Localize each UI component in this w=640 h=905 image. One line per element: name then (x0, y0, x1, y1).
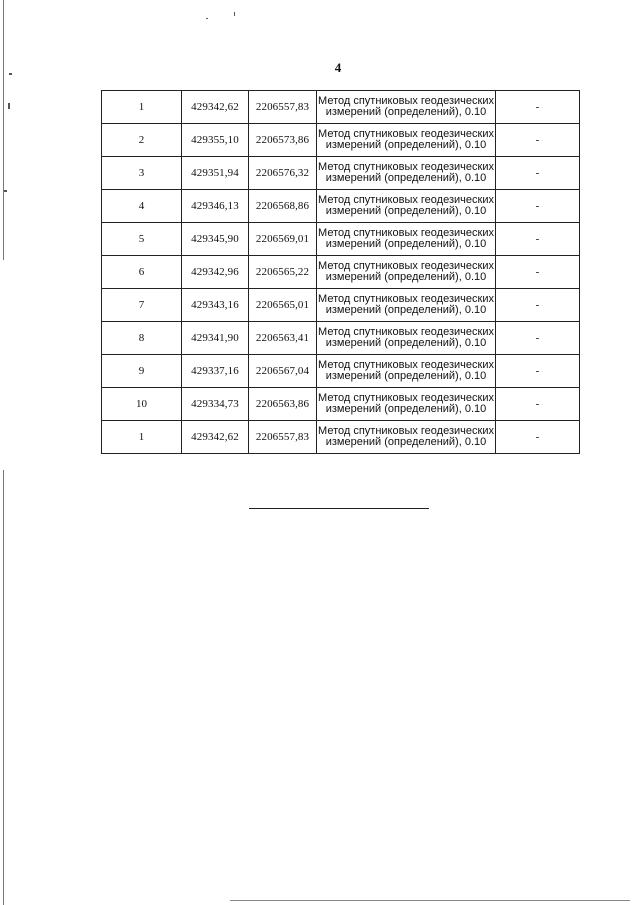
point-number-cell: 2 (102, 124, 182, 157)
scan-speck (4, 190, 7, 192)
description-cell: - (496, 289, 580, 322)
method-text-line1: Метод спутниковых геодезических (318, 392, 494, 404)
method-cell (317, 289, 496, 322)
point-number-cell: 7 (102, 289, 182, 322)
method-cell (317, 421, 496, 454)
description-cell: - (496, 223, 580, 256)
x-coordinate-cell: 429334,73 (182, 388, 249, 421)
page-number: 4 (334, 60, 342, 75)
x-coordinate-cell: 429351,94 (182, 157, 249, 190)
x-coordinate-cell: 429345,90 (182, 223, 249, 256)
point-number-cell: 8 (102, 322, 182, 355)
method-text-line2: измерений (определений), 0.10 (325, 238, 487, 250)
method-text-line2: измерений (определений), 0.10 (325, 271, 487, 283)
method-text-line2: измерений (определений), 0.10 (325, 337, 487, 349)
scan-speck (206, 18, 208, 19)
method-cell (317, 91, 496, 124)
method-cell (317, 157, 496, 190)
method-cell (317, 322, 496, 355)
method-text-line2: измерений (определений), 0.10 (325, 139, 487, 151)
table-row (102, 388, 580, 421)
table-row (102, 256, 580, 289)
method-text-line2: измерений (определений), 0.10 (325, 205, 487, 217)
method-text-line2: измерений (определений), 0.10 (325, 436, 487, 448)
method-text-line1: Метод спутниковых геодезических (318, 260, 494, 272)
point-number-cell: 4 (102, 190, 182, 223)
y-coordinate-cell: 2206565,22 (249, 256, 317, 289)
method-text-line1: Метод спутниковых геодезических (318, 359, 494, 371)
y-coordinate-cell: 2206567,04 (249, 355, 317, 388)
coordinates-table-body (102, 91, 580, 454)
point-number-cell: 10 (102, 388, 182, 421)
point-number-cell: 9 (102, 355, 182, 388)
scan-speck (8, 103, 10, 109)
y-coordinate-cell: 2206565,01 (249, 289, 317, 322)
y-coordinate-cell: 2206557,83 (249, 421, 317, 454)
description-cell: - (496, 124, 580, 157)
x-coordinate-cell: 429346,13 (182, 190, 249, 223)
method-cell (317, 256, 496, 289)
y-coordinate-cell: 2206569,01 (249, 223, 317, 256)
description-cell: - (496, 322, 580, 355)
point-number-cell: 1 (102, 91, 182, 124)
y-coordinate-cell: 2206563,41 (249, 322, 317, 355)
closing-rule (249, 508, 429, 509)
x-coordinate-cell: 429343,16 (182, 289, 249, 322)
x-coordinate-cell: 429337,16 (182, 355, 249, 388)
description-cell: - (496, 157, 580, 190)
binding-edge-line (3, 470, 4, 905)
method-cell (317, 124, 496, 157)
method-cell (317, 355, 496, 388)
method-text-line1: Метод спутниковых геодезических (318, 95, 494, 107)
table-row (102, 91, 580, 124)
point-number-cell: 3 (102, 157, 182, 190)
method-text-line1: Метод спутниковых геодезических (318, 425, 494, 437)
point-number-cell: 6 (102, 256, 182, 289)
coordinates-table (101, 90, 580, 454)
y-coordinate-cell: 2206576,32 (249, 157, 317, 190)
description-cell: - (496, 190, 580, 223)
method-text-line1: Метод спутниковых геодезических (318, 161, 494, 173)
method-text-line2: измерений (определений), 0.10 (325, 304, 487, 316)
table-row (102, 157, 580, 190)
description-cell: - (496, 355, 580, 388)
scan-speck (234, 12, 235, 16)
method-cell (317, 388, 496, 421)
method-text-line2: измерений (определений), 0.10 (325, 172, 487, 184)
method-text-line1: Метод спутниковых геодезических (318, 194, 494, 206)
y-coordinate-cell: 2206557,83 (249, 91, 317, 124)
description-cell: - (496, 421, 580, 454)
table-row (102, 421, 580, 454)
method-text-line1: Метод спутниковых геодезических (318, 128, 494, 140)
scan-bottom-edge (230, 900, 630, 901)
method-text-line2: измерений (определений), 0.10 (325, 106, 487, 118)
x-coordinate-cell: 429342,62 (182, 421, 249, 454)
table-row (102, 124, 580, 157)
x-coordinate-cell: 429342,62 (182, 91, 249, 124)
description-cell: - (496, 256, 580, 289)
table-row (102, 289, 580, 322)
method-text-line1: Метод спутниковых геодезических (318, 227, 494, 239)
y-coordinate-cell: 2206563,86 (249, 388, 317, 421)
method-text-line2: измерений (определений), 0.10 (325, 370, 487, 382)
method-text-line2: измерений (определений), 0.10 (325, 403, 487, 415)
point-number-cell: 1 (102, 421, 182, 454)
x-coordinate-cell: 429342,96 (182, 256, 249, 289)
description-cell: - (496, 388, 580, 421)
y-coordinate-cell: 2206568,86 (249, 190, 317, 223)
x-coordinate-cell: 429341,90 (182, 322, 249, 355)
method-text-line1: Метод спутниковых геодезических (318, 326, 494, 338)
y-coordinate-cell: 2206573,86 (249, 124, 317, 157)
table-row (102, 223, 580, 256)
method-cell (317, 190, 496, 223)
method-text-line1: Метод спутниковых геодезических (318, 293, 494, 305)
x-coordinate-cell: 429355,10 (182, 124, 249, 157)
point-number-cell: 5 (102, 223, 182, 256)
binding-edge-line (3, 0, 4, 260)
table-row (102, 322, 580, 355)
scan-speck (9, 73, 12, 75)
table-row (102, 355, 580, 388)
table-row (102, 190, 580, 223)
method-cell (317, 223, 496, 256)
description-cell: - (496, 91, 580, 124)
